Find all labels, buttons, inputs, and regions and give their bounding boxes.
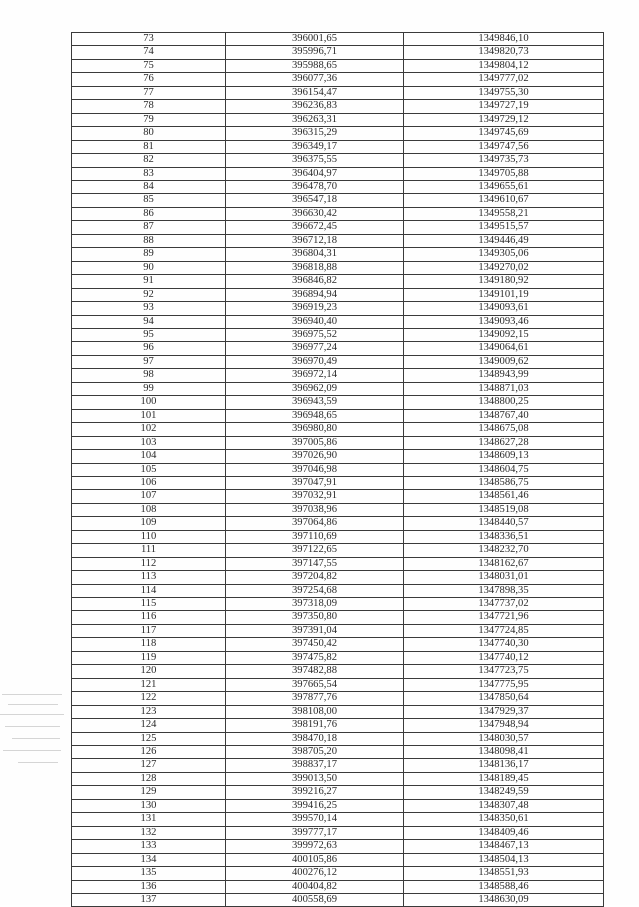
table-row bbox=[72, 221, 604, 234]
x-coordinate-cell: 397350,80 bbox=[226, 611, 404, 624]
x-coordinate-cell: 396975,52 bbox=[226, 328, 404, 341]
y-coordinate-cell: 1347898,35 bbox=[404, 584, 604, 597]
point-number-cell: 90 bbox=[72, 261, 226, 274]
x-coordinate-cell: 399013,50 bbox=[226, 772, 404, 785]
faded-scan-mark bbox=[0, 690, 70, 770]
x-coordinate-cell: 396943,59 bbox=[226, 396, 404, 409]
x-coordinate-cell: 397122,65 bbox=[226, 544, 404, 557]
coordinates-table-body bbox=[72, 33, 604, 907]
table-row bbox=[72, 705, 604, 718]
point-number-cell: 101 bbox=[72, 409, 226, 422]
point-number-cell: 93 bbox=[72, 302, 226, 315]
table-row bbox=[72, 275, 604, 288]
y-coordinate-cell: 1348871,03 bbox=[404, 382, 604, 395]
y-coordinate-cell: 1349515,57 bbox=[404, 221, 604, 234]
x-coordinate-cell: 398108,00 bbox=[226, 705, 404, 718]
table-row bbox=[72, 557, 604, 570]
x-coordinate-cell: 399972,63 bbox=[226, 840, 404, 853]
y-coordinate-cell: 1348440,57 bbox=[404, 517, 604, 530]
table-row bbox=[72, 423, 604, 436]
point-number-cell: 109 bbox=[72, 517, 226, 530]
y-coordinate-cell: 1348098,41 bbox=[404, 746, 604, 759]
table-row bbox=[72, 450, 604, 463]
point-number-cell: 110 bbox=[72, 530, 226, 543]
point-number-cell: 128 bbox=[72, 772, 226, 785]
x-coordinate-cell: 396404,97 bbox=[226, 167, 404, 180]
table-row bbox=[72, 167, 604, 180]
y-coordinate-cell: 1348609,13 bbox=[404, 450, 604, 463]
table-row bbox=[72, 100, 604, 113]
y-coordinate-cell: 1348232,70 bbox=[404, 544, 604, 557]
table-row bbox=[72, 732, 604, 745]
point-number-cell: 92 bbox=[72, 288, 226, 301]
point-number-cell: 96 bbox=[72, 342, 226, 355]
point-number-cell: 85 bbox=[72, 194, 226, 207]
y-coordinate-cell: 1349064,61 bbox=[404, 342, 604, 355]
x-coordinate-cell: 397047,91 bbox=[226, 476, 404, 489]
point-number-cell: 99 bbox=[72, 382, 226, 395]
point-number-cell: 107 bbox=[72, 490, 226, 503]
table-row bbox=[72, 867, 604, 880]
y-coordinate-cell: 1348586,75 bbox=[404, 476, 604, 489]
point-number-cell: 124 bbox=[72, 719, 226, 732]
table-row bbox=[72, 302, 604, 315]
y-coordinate-cell: 1348136,17 bbox=[404, 759, 604, 772]
point-number-cell: 113 bbox=[72, 571, 226, 584]
point-number-cell: 103 bbox=[72, 436, 226, 449]
y-coordinate-cell: 1348307,48 bbox=[404, 799, 604, 812]
x-coordinate-cell: 396263,31 bbox=[226, 113, 404, 126]
x-coordinate-cell: 397046,98 bbox=[226, 463, 404, 476]
point-number-cell: 122 bbox=[72, 692, 226, 705]
table-row bbox=[72, 490, 604, 503]
x-coordinate-cell: 396712,18 bbox=[226, 234, 404, 247]
table-row bbox=[72, 409, 604, 422]
table-row bbox=[72, 746, 604, 759]
point-number-cell: 125 bbox=[72, 732, 226, 745]
y-coordinate-cell: 1348767,40 bbox=[404, 409, 604, 422]
y-coordinate-cell: 1348561,46 bbox=[404, 490, 604, 503]
table-row bbox=[72, 584, 604, 597]
x-coordinate-cell: 396972,14 bbox=[226, 369, 404, 382]
table-row bbox=[72, 530, 604, 543]
y-coordinate-cell: 1348409,46 bbox=[404, 826, 604, 839]
x-coordinate-cell: 397204,82 bbox=[226, 571, 404, 584]
table-row bbox=[72, 853, 604, 866]
x-coordinate-cell: 396962,09 bbox=[226, 382, 404, 395]
point-number-cell: 123 bbox=[72, 705, 226, 718]
table-row bbox=[72, 46, 604, 59]
table-row bbox=[72, 678, 604, 691]
point-number-cell: 86 bbox=[72, 207, 226, 220]
point-number-cell: 102 bbox=[72, 423, 226, 436]
table-row bbox=[72, 638, 604, 651]
table-row bbox=[72, 571, 604, 584]
point-number-cell: 114 bbox=[72, 584, 226, 597]
y-coordinate-cell: 1347723,75 bbox=[404, 665, 604, 678]
table-row bbox=[72, 517, 604, 530]
x-coordinate-cell: 397318,09 bbox=[226, 598, 404, 611]
x-coordinate-cell: 400105,86 bbox=[226, 853, 404, 866]
point-number-cell: 131 bbox=[72, 813, 226, 826]
x-coordinate-cell: 396077,36 bbox=[226, 73, 404, 86]
y-coordinate-cell: 1349009,62 bbox=[404, 355, 604, 368]
point-number-cell: 127 bbox=[72, 759, 226, 772]
point-number-cell: 84 bbox=[72, 180, 226, 193]
table-row bbox=[72, 826, 604, 839]
point-number-cell: 91 bbox=[72, 275, 226, 288]
point-number-cell: 105 bbox=[72, 463, 226, 476]
x-coordinate-cell: 397026,90 bbox=[226, 450, 404, 463]
table-row bbox=[72, 436, 604, 449]
x-coordinate-cell: 396315,29 bbox=[226, 127, 404, 140]
point-number-cell: 118 bbox=[72, 638, 226, 651]
y-coordinate-cell: 1348551,93 bbox=[404, 867, 604, 880]
table-row bbox=[72, 665, 604, 678]
y-coordinate-cell: 1347724,85 bbox=[404, 624, 604, 637]
y-coordinate-cell: 1349745,69 bbox=[404, 127, 604, 140]
point-number-cell: 130 bbox=[72, 799, 226, 812]
x-coordinate-cell: 397482,88 bbox=[226, 665, 404, 678]
table-row bbox=[72, 315, 604, 328]
y-coordinate-cell: 1349820,73 bbox=[404, 46, 604, 59]
point-number-cell: 136 bbox=[72, 880, 226, 893]
point-number-cell: 104 bbox=[72, 450, 226, 463]
point-number-cell: 112 bbox=[72, 557, 226, 570]
table-row bbox=[72, 86, 604, 99]
table-row bbox=[72, 692, 604, 705]
y-coordinate-cell: 1347929,37 bbox=[404, 705, 604, 718]
table-row bbox=[72, 33, 604, 46]
y-coordinate-cell: 1347850,64 bbox=[404, 692, 604, 705]
point-number-cell: 134 bbox=[72, 853, 226, 866]
y-coordinate-cell: 1349270,02 bbox=[404, 261, 604, 274]
y-coordinate-cell: 1348627,28 bbox=[404, 436, 604, 449]
y-coordinate-cell: 1349727,19 bbox=[404, 100, 604, 113]
y-coordinate-cell: 1347721,96 bbox=[404, 611, 604, 624]
table-row bbox=[72, 880, 604, 893]
point-number-cell: 94 bbox=[72, 315, 226, 328]
y-coordinate-cell: 1349558,21 bbox=[404, 207, 604, 220]
y-coordinate-cell: 1348675,08 bbox=[404, 423, 604, 436]
x-coordinate-cell: 396940,40 bbox=[226, 315, 404, 328]
table-row bbox=[72, 624, 604, 637]
y-coordinate-cell: 1349705,88 bbox=[404, 167, 604, 180]
y-coordinate-cell: 1348588,46 bbox=[404, 880, 604, 893]
y-coordinate-cell: 1347740,30 bbox=[404, 638, 604, 651]
table-row bbox=[72, 786, 604, 799]
x-coordinate-cell: 396375,55 bbox=[226, 154, 404, 167]
y-coordinate-cell: 1348030,57 bbox=[404, 732, 604, 745]
point-number-cell: 97 bbox=[72, 355, 226, 368]
y-coordinate-cell: 1349655,61 bbox=[404, 180, 604, 193]
y-coordinate-cell: 1347737,02 bbox=[404, 598, 604, 611]
y-coordinate-cell: 1347740,12 bbox=[404, 651, 604, 664]
y-coordinate-cell: 1348800,25 bbox=[404, 396, 604, 409]
y-coordinate-cell: 1349804,12 bbox=[404, 59, 604, 72]
x-coordinate-cell: 396349,17 bbox=[226, 140, 404, 153]
point-number-cell: 88 bbox=[72, 234, 226, 247]
x-coordinate-cell: 396948,65 bbox=[226, 409, 404, 422]
x-coordinate-cell: 396001,65 bbox=[226, 33, 404, 46]
table-row bbox=[72, 342, 604, 355]
x-coordinate-cell: 396804,31 bbox=[226, 248, 404, 261]
x-coordinate-cell: 396970,49 bbox=[226, 355, 404, 368]
y-coordinate-cell: 1349755,30 bbox=[404, 86, 604, 99]
table-row bbox=[72, 719, 604, 732]
table-row bbox=[72, 463, 604, 476]
x-coordinate-cell: 399777,17 bbox=[226, 826, 404, 839]
y-coordinate-cell: 1349180,92 bbox=[404, 275, 604, 288]
y-coordinate-cell: 1349777,02 bbox=[404, 73, 604, 86]
x-coordinate-cell: 397147,55 bbox=[226, 557, 404, 570]
point-number-cell: 119 bbox=[72, 651, 226, 664]
point-number-cell: 116 bbox=[72, 611, 226, 624]
y-coordinate-cell: 1349305,06 bbox=[404, 248, 604, 261]
point-number-cell: 126 bbox=[72, 746, 226, 759]
point-number-cell: 95 bbox=[72, 328, 226, 341]
table-row bbox=[72, 207, 604, 220]
x-coordinate-cell: 400276,12 bbox=[226, 867, 404, 880]
point-number-cell: 76 bbox=[72, 73, 226, 86]
point-number-cell: 129 bbox=[72, 786, 226, 799]
y-coordinate-cell: 1348519,08 bbox=[404, 503, 604, 516]
x-coordinate-cell: 398470,18 bbox=[226, 732, 404, 745]
table-row bbox=[72, 194, 604, 207]
x-coordinate-cell: 396154,47 bbox=[226, 86, 404, 99]
x-coordinate-cell: 399416,25 bbox=[226, 799, 404, 812]
x-coordinate-cell: 397254,68 bbox=[226, 584, 404, 597]
x-coordinate-cell: 397450,42 bbox=[226, 638, 404, 651]
y-coordinate-cell: 1349610,67 bbox=[404, 194, 604, 207]
point-number-cell: 98 bbox=[72, 369, 226, 382]
table-row bbox=[72, 154, 604, 167]
y-coordinate-cell: 1349093,46 bbox=[404, 315, 604, 328]
x-coordinate-cell: 398705,20 bbox=[226, 746, 404, 759]
x-coordinate-cell: 396236,83 bbox=[226, 100, 404, 113]
y-coordinate-cell: 1349729,12 bbox=[404, 113, 604, 126]
point-number-cell: 81 bbox=[72, 140, 226, 153]
y-coordinate-cell: 1348031,01 bbox=[404, 571, 604, 584]
table-row bbox=[72, 503, 604, 516]
x-coordinate-cell: 399570,14 bbox=[226, 813, 404, 826]
x-coordinate-cell: 399216,27 bbox=[226, 786, 404, 799]
x-coordinate-cell: 397665,54 bbox=[226, 678, 404, 691]
point-number-cell: 77 bbox=[72, 86, 226, 99]
table-row bbox=[72, 840, 604, 853]
x-coordinate-cell: 397110,69 bbox=[226, 530, 404, 543]
x-coordinate-cell: 400558,69 bbox=[226, 894, 404, 907]
x-coordinate-cell: 397064,86 bbox=[226, 517, 404, 530]
table-row bbox=[72, 759, 604, 772]
x-coordinate-cell: 396818,88 bbox=[226, 261, 404, 274]
table-row bbox=[72, 369, 604, 382]
x-coordinate-cell: 396919,23 bbox=[226, 302, 404, 315]
x-coordinate-cell: 395996,71 bbox=[226, 46, 404, 59]
table-row bbox=[72, 180, 604, 193]
table-row bbox=[72, 59, 604, 72]
y-coordinate-cell: 1349093,61 bbox=[404, 302, 604, 315]
y-coordinate-cell: 1349747,56 bbox=[404, 140, 604, 153]
x-coordinate-cell: 398191,76 bbox=[226, 719, 404, 732]
table-row bbox=[72, 140, 604, 153]
point-number-cell: 75 bbox=[72, 59, 226, 72]
x-coordinate-cell: 400404,82 bbox=[226, 880, 404, 893]
table-row bbox=[72, 772, 604, 785]
table-row bbox=[72, 261, 604, 274]
x-coordinate-cell: 398837,17 bbox=[226, 759, 404, 772]
table-row bbox=[72, 799, 604, 812]
x-coordinate-cell: 395988,65 bbox=[226, 59, 404, 72]
x-coordinate-cell: 397391,04 bbox=[226, 624, 404, 637]
y-coordinate-cell: 1348467,13 bbox=[404, 840, 604, 853]
x-coordinate-cell: 396980,80 bbox=[226, 423, 404, 436]
table-row bbox=[72, 544, 604, 557]
x-coordinate-cell: 397005,86 bbox=[226, 436, 404, 449]
point-number-cell: 133 bbox=[72, 840, 226, 853]
point-number-cell: 83 bbox=[72, 167, 226, 180]
y-coordinate-cell: 1349101,19 bbox=[404, 288, 604, 301]
point-number-cell: 78 bbox=[72, 100, 226, 113]
x-coordinate-cell: 397877,76 bbox=[226, 692, 404, 705]
point-number-cell: 108 bbox=[72, 503, 226, 516]
y-coordinate-cell: 1348630,09 bbox=[404, 894, 604, 907]
x-coordinate-cell: 396547,18 bbox=[226, 194, 404, 207]
point-number-cell: 87 bbox=[72, 221, 226, 234]
table-row bbox=[72, 288, 604, 301]
coordinates-table bbox=[71, 32, 604, 907]
y-coordinate-cell: 1348249,59 bbox=[404, 786, 604, 799]
table-row bbox=[72, 396, 604, 409]
table-row bbox=[72, 813, 604, 826]
x-coordinate-cell: 397038,96 bbox=[226, 503, 404, 516]
table-row bbox=[72, 598, 604, 611]
table-row bbox=[72, 73, 604, 86]
x-coordinate-cell: 396630,42 bbox=[226, 207, 404, 220]
point-number-cell: 121 bbox=[72, 678, 226, 691]
point-number-cell: 132 bbox=[72, 826, 226, 839]
y-coordinate-cell: 1347948,94 bbox=[404, 719, 604, 732]
x-coordinate-cell: 396894,94 bbox=[226, 288, 404, 301]
point-number-cell: 100 bbox=[72, 396, 226, 409]
point-number-cell: 120 bbox=[72, 665, 226, 678]
point-number-cell: 74 bbox=[72, 46, 226, 59]
y-coordinate-cell: 1348943,99 bbox=[404, 369, 604, 382]
point-number-cell: 135 bbox=[72, 867, 226, 880]
y-coordinate-cell: 1349735,73 bbox=[404, 154, 604, 167]
y-coordinate-cell: 1349446,49 bbox=[404, 234, 604, 247]
x-coordinate-cell: 396672,45 bbox=[226, 221, 404, 234]
x-coordinate-cell: 397475,82 bbox=[226, 651, 404, 664]
y-coordinate-cell: 1348350,61 bbox=[404, 813, 604, 826]
point-number-cell: 111 bbox=[72, 544, 226, 557]
table-row bbox=[72, 113, 604, 126]
y-coordinate-cell: 1349092,15 bbox=[404, 328, 604, 341]
x-coordinate-cell: 397032,91 bbox=[226, 490, 404, 503]
point-number-cell: 82 bbox=[72, 154, 226, 167]
table-row bbox=[72, 248, 604, 261]
point-number-cell: 137 bbox=[72, 894, 226, 907]
y-coordinate-cell: 1348189,45 bbox=[404, 772, 604, 785]
table-row bbox=[72, 382, 604, 395]
point-number-cell: 117 bbox=[72, 624, 226, 637]
y-coordinate-cell: 1348504,13 bbox=[404, 853, 604, 866]
table-row bbox=[72, 355, 604, 368]
x-coordinate-cell: 396977,24 bbox=[226, 342, 404, 355]
x-coordinate-cell: 396478,70 bbox=[226, 180, 404, 193]
y-coordinate-cell: 1349846,10 bbox=[404, 33, 604, 46]
point-number-cell: 89 bbox=[72, 248, 226, 261]
point-number-cell: 79 bbox=[72, 113, 226, 126]
y-coordinate-cell: 1347775,95 bbox=[404, 678, 604, 691]
x-coordinate-cell: 396846,82 bbox=[226, 275, 404, 288]
table-row bbox=[72, 127, 604, 140]
point-number-cell: 115 bbox=[72, 598, 226, 611]
y-coordinate-cell: 1348336,51 bbox=[404, 530, 604, 543]
y-coordinate-cell: 1348604,75 bbox=[404, 463, 604, 476]
y-coordinate-cell: 1348162,67 bbox=[404, 557, 604, 570]
table-row bbox=[72, 476, 604, 489]
table-row bbox=[72, 234, 604, 247]
table-row bbox=[72, 328, 604, 341]
table-row bbox=[72, 611, 604, 624]
point-number-cell: 73 bbox=[72, 33, 226, 46]
point-number-cell: 80 bbox=[72, 127, 226, 140]
point-number-cell: 106 bbox=[72, 476, 226, 489]
table-row bbox=[72, 651, 604, 664]
